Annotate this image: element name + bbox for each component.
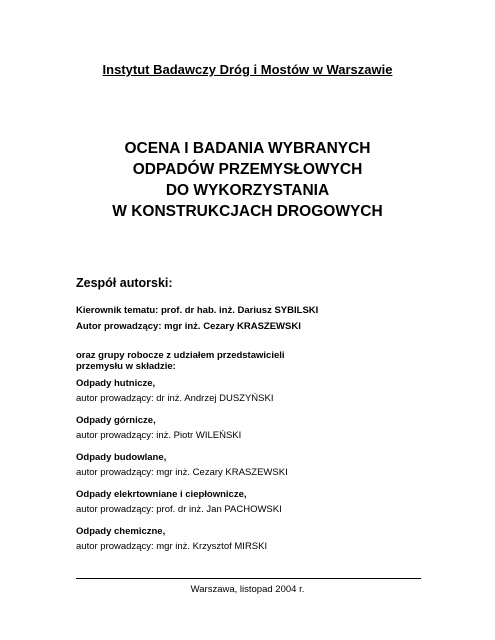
group-author: autor prowadzący: mgr inż. Cezary KRASZEWSKI — [76, 467, 288, 478]
title-line: OCENA I BADANIA WYBRANYCH — [124, 140, 371, 157]
footer-divider — [76, 578, 421, 579]
lead-author: Autor prowadzący: mgr inż. Cezary KRASZEWSKI — [76, 321, 301, 332]
project-lead: Kierownik tematu: prof. dr hab. inż. Dariusz SYBILSKI — [76, 305, 319, 316]
group-title: Odpady górnicze, — [76, 415, 156, 426]
groups-intro: oraz grupy robocze z udziałem przedstawicieli przemysłu w składzie: — [76, 350, 285, 372]
group-item — [76, 413, 288, 443]
footer-place-date: Warszawa, listopad 2004 r. — [190, 584, 305, 595]
title-line: ODPADÓW PRZEMYSŁOWYCH — [132, 161, 363, 178]
group-item — [76, 376, 288, 406]
group-author: autor prowadzący: inż. Piotr WILEŃSKI — [76, 430, 242, 441]
title-line: W KONSTRUKCJACH DROGOWYCH — [112, 203, 383, 220]
institute-name: Instytut Badawczy Dróg i Mostów w Warszawie — [102, 62, 393, 77]
working-groups — [76, 376, 288, 561]
group-author: autor prowadzący: prof. dr inż. Jan PACHOWSKI — [76, 504, 282, 515]
group-title: Odpady chemiczne, — [76, 526, 166, 537]
document-title — [0, 138, 495, 222]
group-author: autor prowadzący: mgr inż. Krzysztof MIRSKI — [76, 541, 268, 552]
title-line: DO WYKORZYSTANIA — [165, 182, 330, 199]
group-item — [76, 524, 288, 554]
group-title: Odpady hutnicze, — [76, 378, 156, 389]
authors-heading: Zespół autorski: — [76, 276, 173, 290]
group-title: Odpady elekrtowniane i ciepłownicze, — [76, 489, 247, 500]
group-item — [76, 450, 288, 480]
group-title: Odpady budowlane, — [76, 452, 167, 463]
group-author: autor prowadzący: dr inż. Andrzej DUSZYŃSKI — [76, 393, 274, 404]
group-item — [76, 487, 288, 517]
